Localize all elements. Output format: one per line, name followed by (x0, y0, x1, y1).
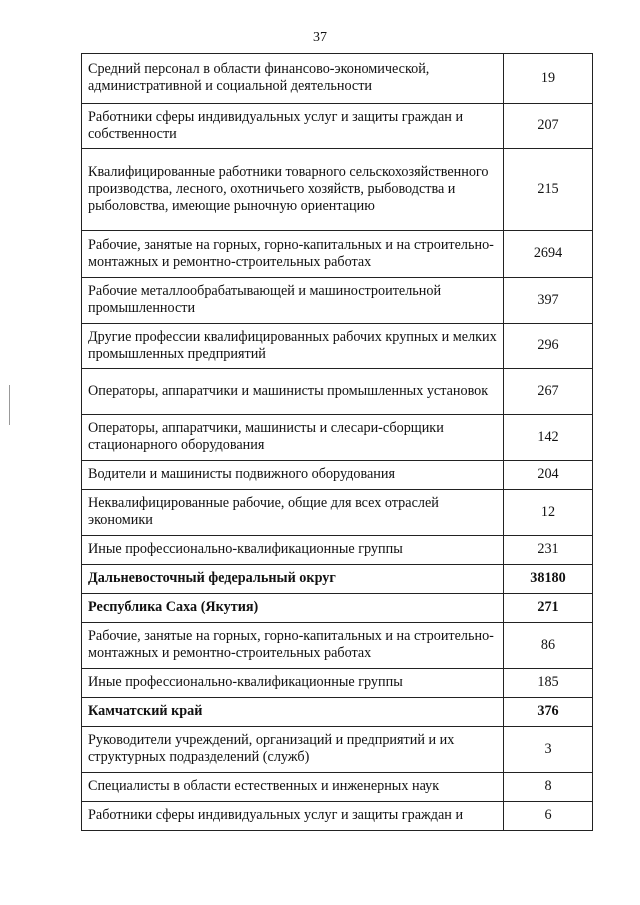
occupation-group-cell: Операторы, аппаратчики, машинисты и слесари-сборщики стационарного оборудования (82, 415, 504, 461)
occupation-group-cell: Неквалифицированные рабочие, общие для всех отраслей экономики (82, 490, 504, 536)
table-row (82, 461, 593, 490)
table-row (82, 669, 593, 698)
occupation-group-cell: Водители и машинисты подвижного оборудования (82, 461, 504, 490)
table-row (82, 623, 593, 669)
table-row (82, 54, 593, 104)
occupation-group-cell: Рабочие, занятые на горных, горно-капитальных и на строительно-монтажных и ремонтно-строительных работах (82, 231, 504, 278)
count-cell: 86 (504, 623, 593, 669)
count-cell: 19 (504, 54, 593, 104)
count-cell: 204 (504, 461, 593, 490)
count-cell: 231 (504, 536, 593, 565)
count-cell: 3 (504, 727, 593, 773)
table-row (82, 565, 593, 594)
table-row (82, 727, 593, 773)
table-row (82, 802, 593, 831)
occupation-group-cell: Иные профессионально-квалификационные группы (82, 669, 504, 698)
table-row (82, 324, 593, 369)
occupation-group-cell: Квалифицированные работники товарного сельскохозяйственного производства, лесного, охотничьего хозяйств, рыбоводства и рыболовства, имеющие рыночную ориентацию (82, 149, 504, 231)
count-cell: 185 (504, 669, 593, 698)
occupation-group-cell: Рабочие металлообрабатывающей и машиностроительной промышленности (82, 278, 504, 324)
table-row (82, 773, 593, 802)
occupation-group-cell: Рабочие, занятые на горных, горно-капитальных и на строительно-монтажных и ремонтно-строительных работах (82, 623, 504, 669)
table-row (82, 231, 593, 278)
region-name-cell: Республика Саха (Якутия) (82, 594, 504, 623)
count-cell: 142 (504, 415, 593, 461)
count-cell: 397 (504, 278, 593, 324)
table-body (82, 54, 593, 831)
table-row (82, 415, 593, 461)
occupation-group-cell: Работники сферы индивидуальных услуг и защиты граждан и (82, 802, 504, 831)
occupations-table (81, 53, 593, 831)
occupation-group-cell: Специалисты в области естественных и инженерных наук (82, 773, 504, 802)
scan-edge-mark (9, 385, 10, 425)
count-cell: 296 (504, 324, 593, 369)
occupation-group-cell: Руководители учреждений, организаций и предприятий и их структурных подразделений (служб) (82, 727, 504, 773)
occupation-group-cell: Иные профессионально-квалификационные группы (82, 536, 504, 565)
region-total-cell: 376 (504, 698, 593, 727)
occupation-group-cell: Средний персонал в области финансово-экономической, административной и социальной деятельности (82, 54, 504, 104)
region-name-cell: Дальневосточный федеральный округ (82, 565, 504, 594)
occupation-group-cell: Работники сферы индивидуальных услуг и защиты граждан и собственности (82, 104, 504, 149)
table-row (82, 490, 593, 536)
count-cell: 12 (504, 490, 593, 536)
occupation-group-cell: Операторы, аппаратчики и машинисты промышленных установок (82, 369, 504, 415)
count-cell: 215 (504, 149, 593, 231)
page-number: 37 (313, 30, 327, 45)
table-row (82, 149, 593, 231)
count-cell: 207 (504, 104, 593, 149)
count-cell: 2694 (504, 231, 593, 278)
table-row (82, 536, 593, 565)
count-cell: 8 (504, 773, 593, 802)
region-total-cell: 38180 (504, 565, 593, 594)
table-row (82, 278, 593, 324)
region-name-cell: Камчатский край (82, 698, 504, 727)
count-cell: 6 (504, 802, 593, 831)
occupation-group-cell: Другие профессии квалифицированных рабочих крупных и мелких промышленных предприятий (82, 324, 504, 369)
region-total-cell: 271 (504, 594, 593, 623)
table-row (82, 594, 593, 623)
table-row (82, 104, 593, 149)
table-row (82, 698, 593, 727)
table-row (82, 369, 593, 415)
count-cell: 267 (504, 369, 593, 415)
